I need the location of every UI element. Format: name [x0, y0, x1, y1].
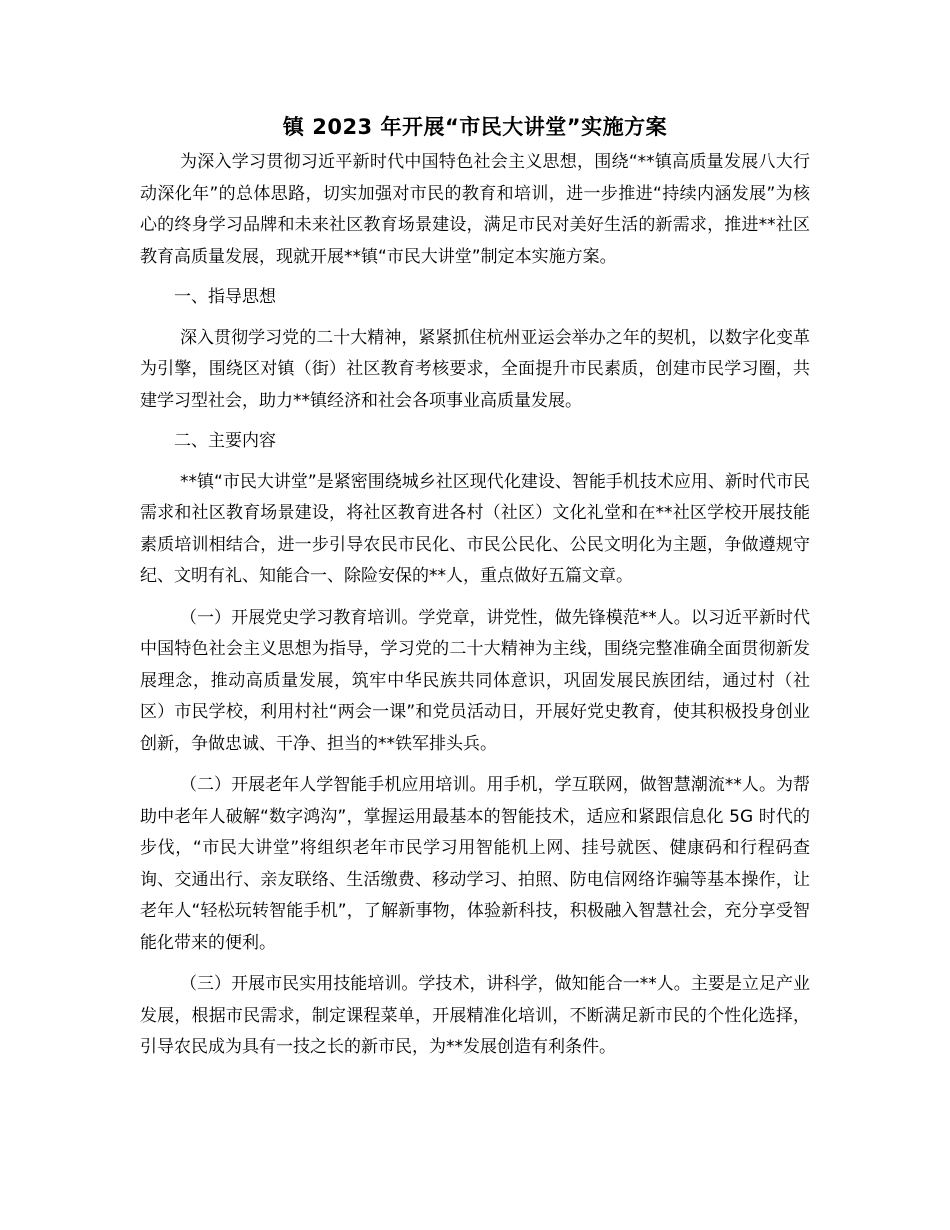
document-body — [140, 147, 810, 1064]
section-heading-guiding-ideology: 一、指导思想 — [174, 287, 276, 307]
section-paragraph-main-content: **镇“市民大讲堂”是紧密围绕城乡社区现代化建设、智能手机技术应用、新时代市民需求和社区教育场景建设，将社区教育进各村（社区）文化礼堂和在**社区学校开展技能素质培训相结合，进一步引导农民市民化、市民公民化、公民文明化为主题，争做遵规守纪、文明有礼、知能合一、除险安保的**人，重点做好五篇文章。 — [140, 471, 810, 586]
item-paragraph-smartphone-training: （二）开展老年人学智能手机应用培训。用手机，学互联网，做智慧潮流**人。为帮助中老年人破解“数字鸿沟”，掌握运用最基本的智能技术，适应和紧跟信息化 5G 时代的步伐，“市民大讲堂”将组织老年市民学习用智能机上网、挂号就医、健康码和行程码查询、交通出行、亲友联络、生活缴费、移动学习、拍照、防电信网络诈骗等基本操作，让老年人“轻松玩转智能手机”，了解新事物，体验新科技，积极融入智慧社会，充分享受智能化带来的便利。 — [140, 775, 810, 953]
document-title: 镇 2023 年开展“市民大讲堂”实施方案 — [282, 115, 668, 139]
item-paragraph-party-history: （一）开展党史学习教育培训。学党章，讲党性，做先锋模范**人。以习近平新时代中国特色社会主义思想为指导，学习党的二十大精神为主线，围绕完整准确全面贯彻新发展理念，推动高质量发展，筑牢中华民族共同体意识，巩固发展民族团结，通过村（社区）市民学校，利用村社“两会一课”和党员活动日，开展好党史教育，使其积极投身创业创新，争做忠诚、干净、担当的**铁军排头兵。 — [140, 607, 810, 754]
item-paragraph-practical-skills: （三）开展市民实用技能培训。学技术，讲科学，做知能合一**人。主要是立足产业发展，根据市民需求，制定课程菜单，开展精准化培训，不断满足新市民的个性化选择，引导农民成为具有一技之长的新市民，为**发展创造有利条件。 — [140, 974, 810, 1057]
section-paragraph-guiding-ideology: 深入贯彻学习党的二十大精神，紧紧抓住杭州亚运会举办之年的契机，以数字化变革为引擎，围绕区对镇（街）社区教育考核要求，全面提升市民素质，创建市民学习圈，共建学习型社会，助力**镇经济和社会各项事业高质量发展。 — [140, 327, 810, 411]
intro-paragraph: 为深入学习贯彻习近平新时代中国特色社会主义思想，围绕“**镇高质量发展八大行动深化年”的总体思路，切实加强对市民的教育和培训，进一步推进“持续内涵发展”为核心的终身学习品牌和未来社区教育场景建设，满足市民对美好生活的新需求，推进**社区教育高质量发展，现就开展**镇“市民大讲堂”制定本实施方案。 — [140, 152, 810, 267]
section-heading-main-content: 二、主要内容 — [174, 431, 276, 451]
